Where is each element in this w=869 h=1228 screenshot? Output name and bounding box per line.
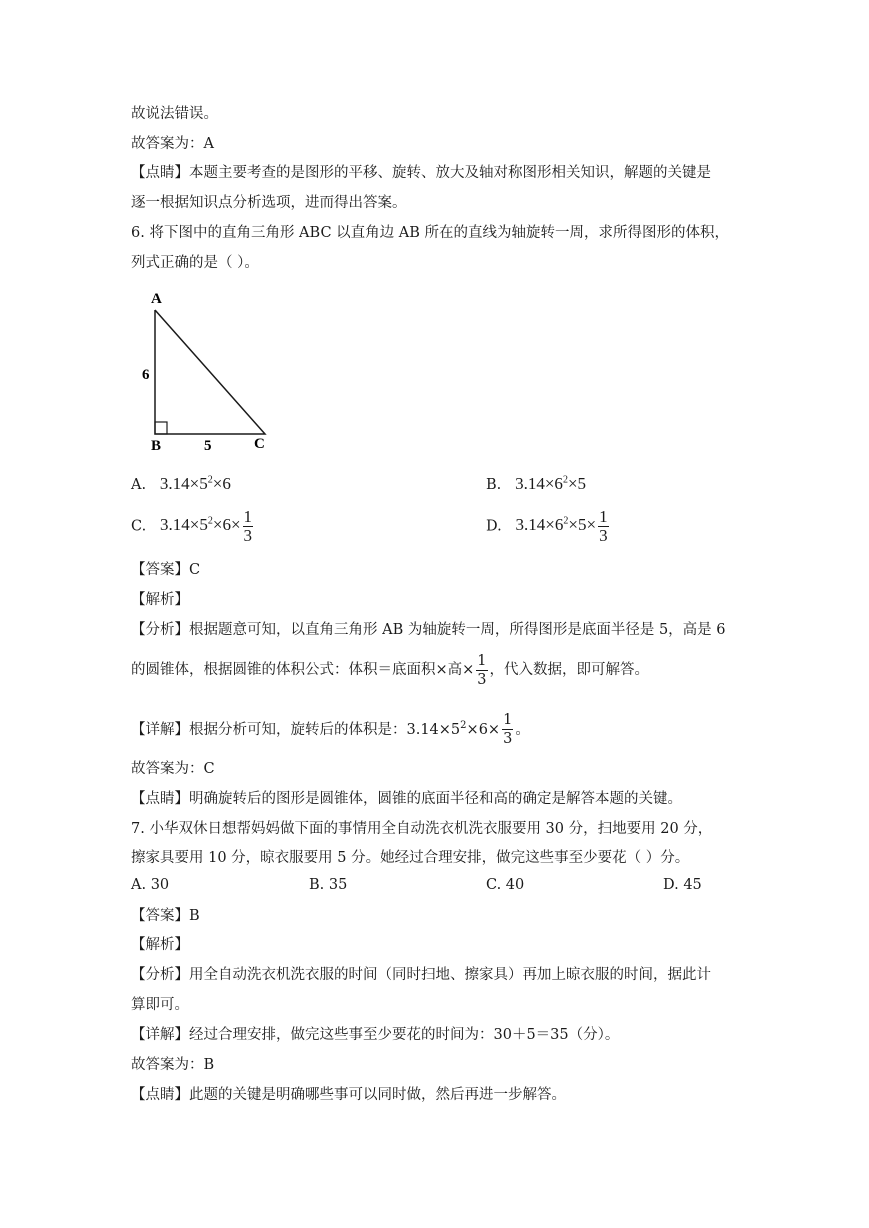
comment-text: 此题的关键是明确哪些事可以同时做，然后再进一步解答。 [189, 1087, 566, 1103]
q6-xiangjie: 【详解】根据分析可知，旋转后的体积是：$3.14\times 5^2\times 6\times$ $\frac{1}{3}$ 。 [131, 712, 530, 748]
fenxi-text: 的圆锥体，根据圆锥的体积公式：体积＝底面积×高× [131, 662, 475, 678]
q6-final: 故答案为：C [131, 761, 215, 777]
q7-fenxi-line1 [131, 965, 711, 985]
q7-comment [131, 1085, 566, 1105]
xiangjie-text: 经过合理安排，做完这些事至少要花的时间为：30＋5＝35（分）。 [189, 1027, 620, 1043]
label-side-bc: 5 [204, 438, 212, 453]
text-line: 故说法错误。 [131, 106, 218, 122]
q7-analysis-tag: 【解析】 [131, 937, 189, 953]
comment-line [131, 163, 711, 183]
q7-option-d: D. 45 [663, 877, 702, 893]
fenxi-text: 用全自动洗衣机洗衣服的时间（同时扫地、擦家具）再加上晾衣服的时间，据此计 [189, 967, 711, 983]
q6-stem-line1: 6. 将下图中的直角三角形 ABC 以直角边 AB 所在的直线为轴旋转一周，求所得图形的体积， [131, 225, 729, 241]
comment-tag: 【点睛】 [131, 791, 189, 807]
option-letter: A. [131, 477, 147, 493]
comment-text: 明确旋转后的图形是圆锥体，圆锥的底面半径和高的确定是解答本题的关键。 [189, 791, 682, 807]
xiangjie-tag: 【详解】 [131, 721, 189, 738]
q7-stem-line2: 擦家具要用 10 分，晾衣服要用 5 分。她经过合理安排，做完这些事至少要花（ ）分。 [131, 850, 690, 866]
fenxi-tag: 【分析】 [131, 622, 189, 638]
comment-tag: 【点睛】 [131, 1087, 189, 1103]
xiangjie-tag: 【详解】 [131, 1027, 189, 1043]
label-a: A [151, 291, 162, 307]
fraction: $\frac{1}{3}$ [599, 507, 608, 545]
option-formula: $3.14\times 6^2\times 5$ [515, 474, 587, 493]
q7-final: 故答案为：B [131, 1057, 215, 1073]
label-c: C [254, 436, 265, 452]
q6-comment [131, 789, 682, 809]
option-formula: $3.14\times 5^2\times 6\times$ $\frac{1}{3}$ [160, 507, 253, 545]
option-letter: D. [486, 518, 502, 535]
option-letter: B. [486, 477, 502, 493]
q6-answer: 【答案】C [131, 562, 201, 578]
option-letter: C. [131, 518, 147, 535]
comment-text: 本题主要考查的是图形的平移、旋转、放大及轴对称图形相关知识，解题的关键是 [189, 165, 711, 181]
q7-option-c: C. 40 [486, 877, 525, 893]
q7-stem-line1: 7. 小华双休日想帮妈妈做下面的事情用全自动洗衣机洗衣服要用 30 分，扫地要用 20 分， [131, 821, 713, 837]
comment-tag: 【点睛】 [131, 165, 189, 181]
xiangjie-text: 根据分析可知，旋转后的体积是：3.14×5 [189, 721, 461, 738]
q7-fenxi-line2: 算即可。 [131, 997, 189, 1013]
q6-option-c [131, 508, 255, 545]
fraction: $\frac{1}{3}$ [243, 507, 253, 545]
option-formula: $3.14\times 5^2\times 6$ [159, 474, 231, 493]
q6-stem-line2: 列式正确的是（ ）。 [131, 255, 259, 271]
q7-xiangjie [131, 1025, 619, 1045]
fraction: $\frac{1}{3}$ [477, 652, 487, 688]
fraction: $\frac{1}{3}$ [503, 712, 513, 748]
fenxi-text: ，代入数据，即可解答。 [489, 662, 650, 678]
label-side-ab: 6 [142, 367, 150, 383]
q6-analysis-tag: 【解析】 [131, 592, 189, 608]
q6-option-b [486, 474, 586, 494]
answer-line: 故答案为：A [131, 136, 214, 152]
q7-answer: 【答案】B [131, 908, 200, 924]
label-b: B [151, 438, 162, 453]
fenxi-tag: 【分析】 [131, 967, 189, 983]
q6-option-a [131, 474, 231, 494]
fenxi-text: 根据题意可知，以直角三角形 AB 为轴旋转一周，所得图形是底面半径是 5，高是 6 [189, 622, 726, 638]
q6-option-d [486, 508, 611, 545]
option-formula: $3.14\times 6^2\times 5\times$ $\frac{1}{3}$ [515, 507, 608, 545]
comment-line-2: 逐一根据知识点分析选项，进而得出答案。 [131, 195, 407, 211]
q6-fenxi-line2 [131, 650, 649, 690]
q7-option-a: A. 30 [131, 877, 170, 893]
q6-fenxi-line1 [131, 620, 726, 640]
right-triangle-figure [135, 288, 275, 453]
q7-option-b: B. 35 [309, 877, 348, 893]
